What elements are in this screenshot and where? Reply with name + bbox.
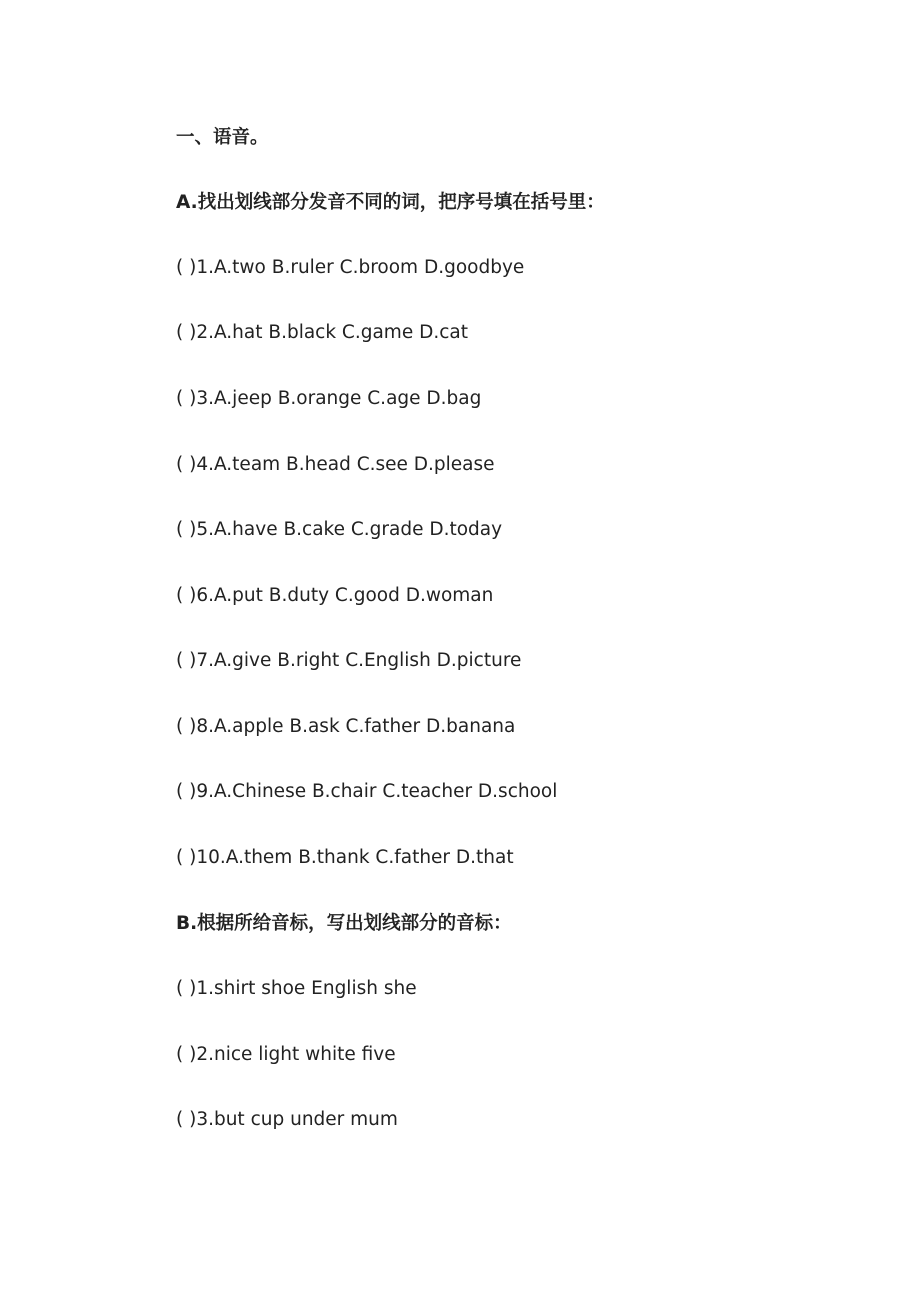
- part-b-question-2: ( )2.nice light white five: [176, 1044, 396, 1065]
- section-title: 一、语音。: [176, 127, 269, 148]
- part-a-question-6: ( )6.A.put B.duty C.good D.woman: [176, 585, 494, 606]
- part-b-question-3: ( )3.but cup under mum: [176, 1109, 398, 1130]
- part-a-question-8: ( )8.A.apple B.ask C.father D.banana: [176, 716, 516, 737]
- part-a-question-10: ( )10.A.them B.thank C.father D.that: [176, 847, 514, 868]
- part-b-instruction: B.根据所给音标，写出划线部分的音标：: [176, 913, 512, 934]
- part-a-question-5: ( )5.A.have B.cake C.grade D.today: [176, 519, 503, 540]
- part-a-question-2: ( )2.A.hat B.black C.game D.cat: [176, 322, 468, 343]
- part-a-question-7: ( )7.A.give B.right C.English D.picture: [176, 650, 522, 671]
- part-b-question-1: ( )1.shirt shoe English she: [176, 978, 417, 999]
- part-a-instruction: A.找出划线部分发音不同的词，把序号填在括号里：: [176, 192, 605, 213]
- part-a-question-3: ( )3.A.jeep B.orange C.age D.bag: [176, 388, 482, 409]
- part-a-question-9: ( )9.A.Chinese B.chair C.teacher D.school: [176, 781, 558, 802]
- part-a-question-1: ( )1.A.two B.ruler C.broom D.goodbye: [176, 257, 525, 278]
- part-a-question-4: ( )4.A.team B.head C.see D.please: [176, 454, 495, 475]
